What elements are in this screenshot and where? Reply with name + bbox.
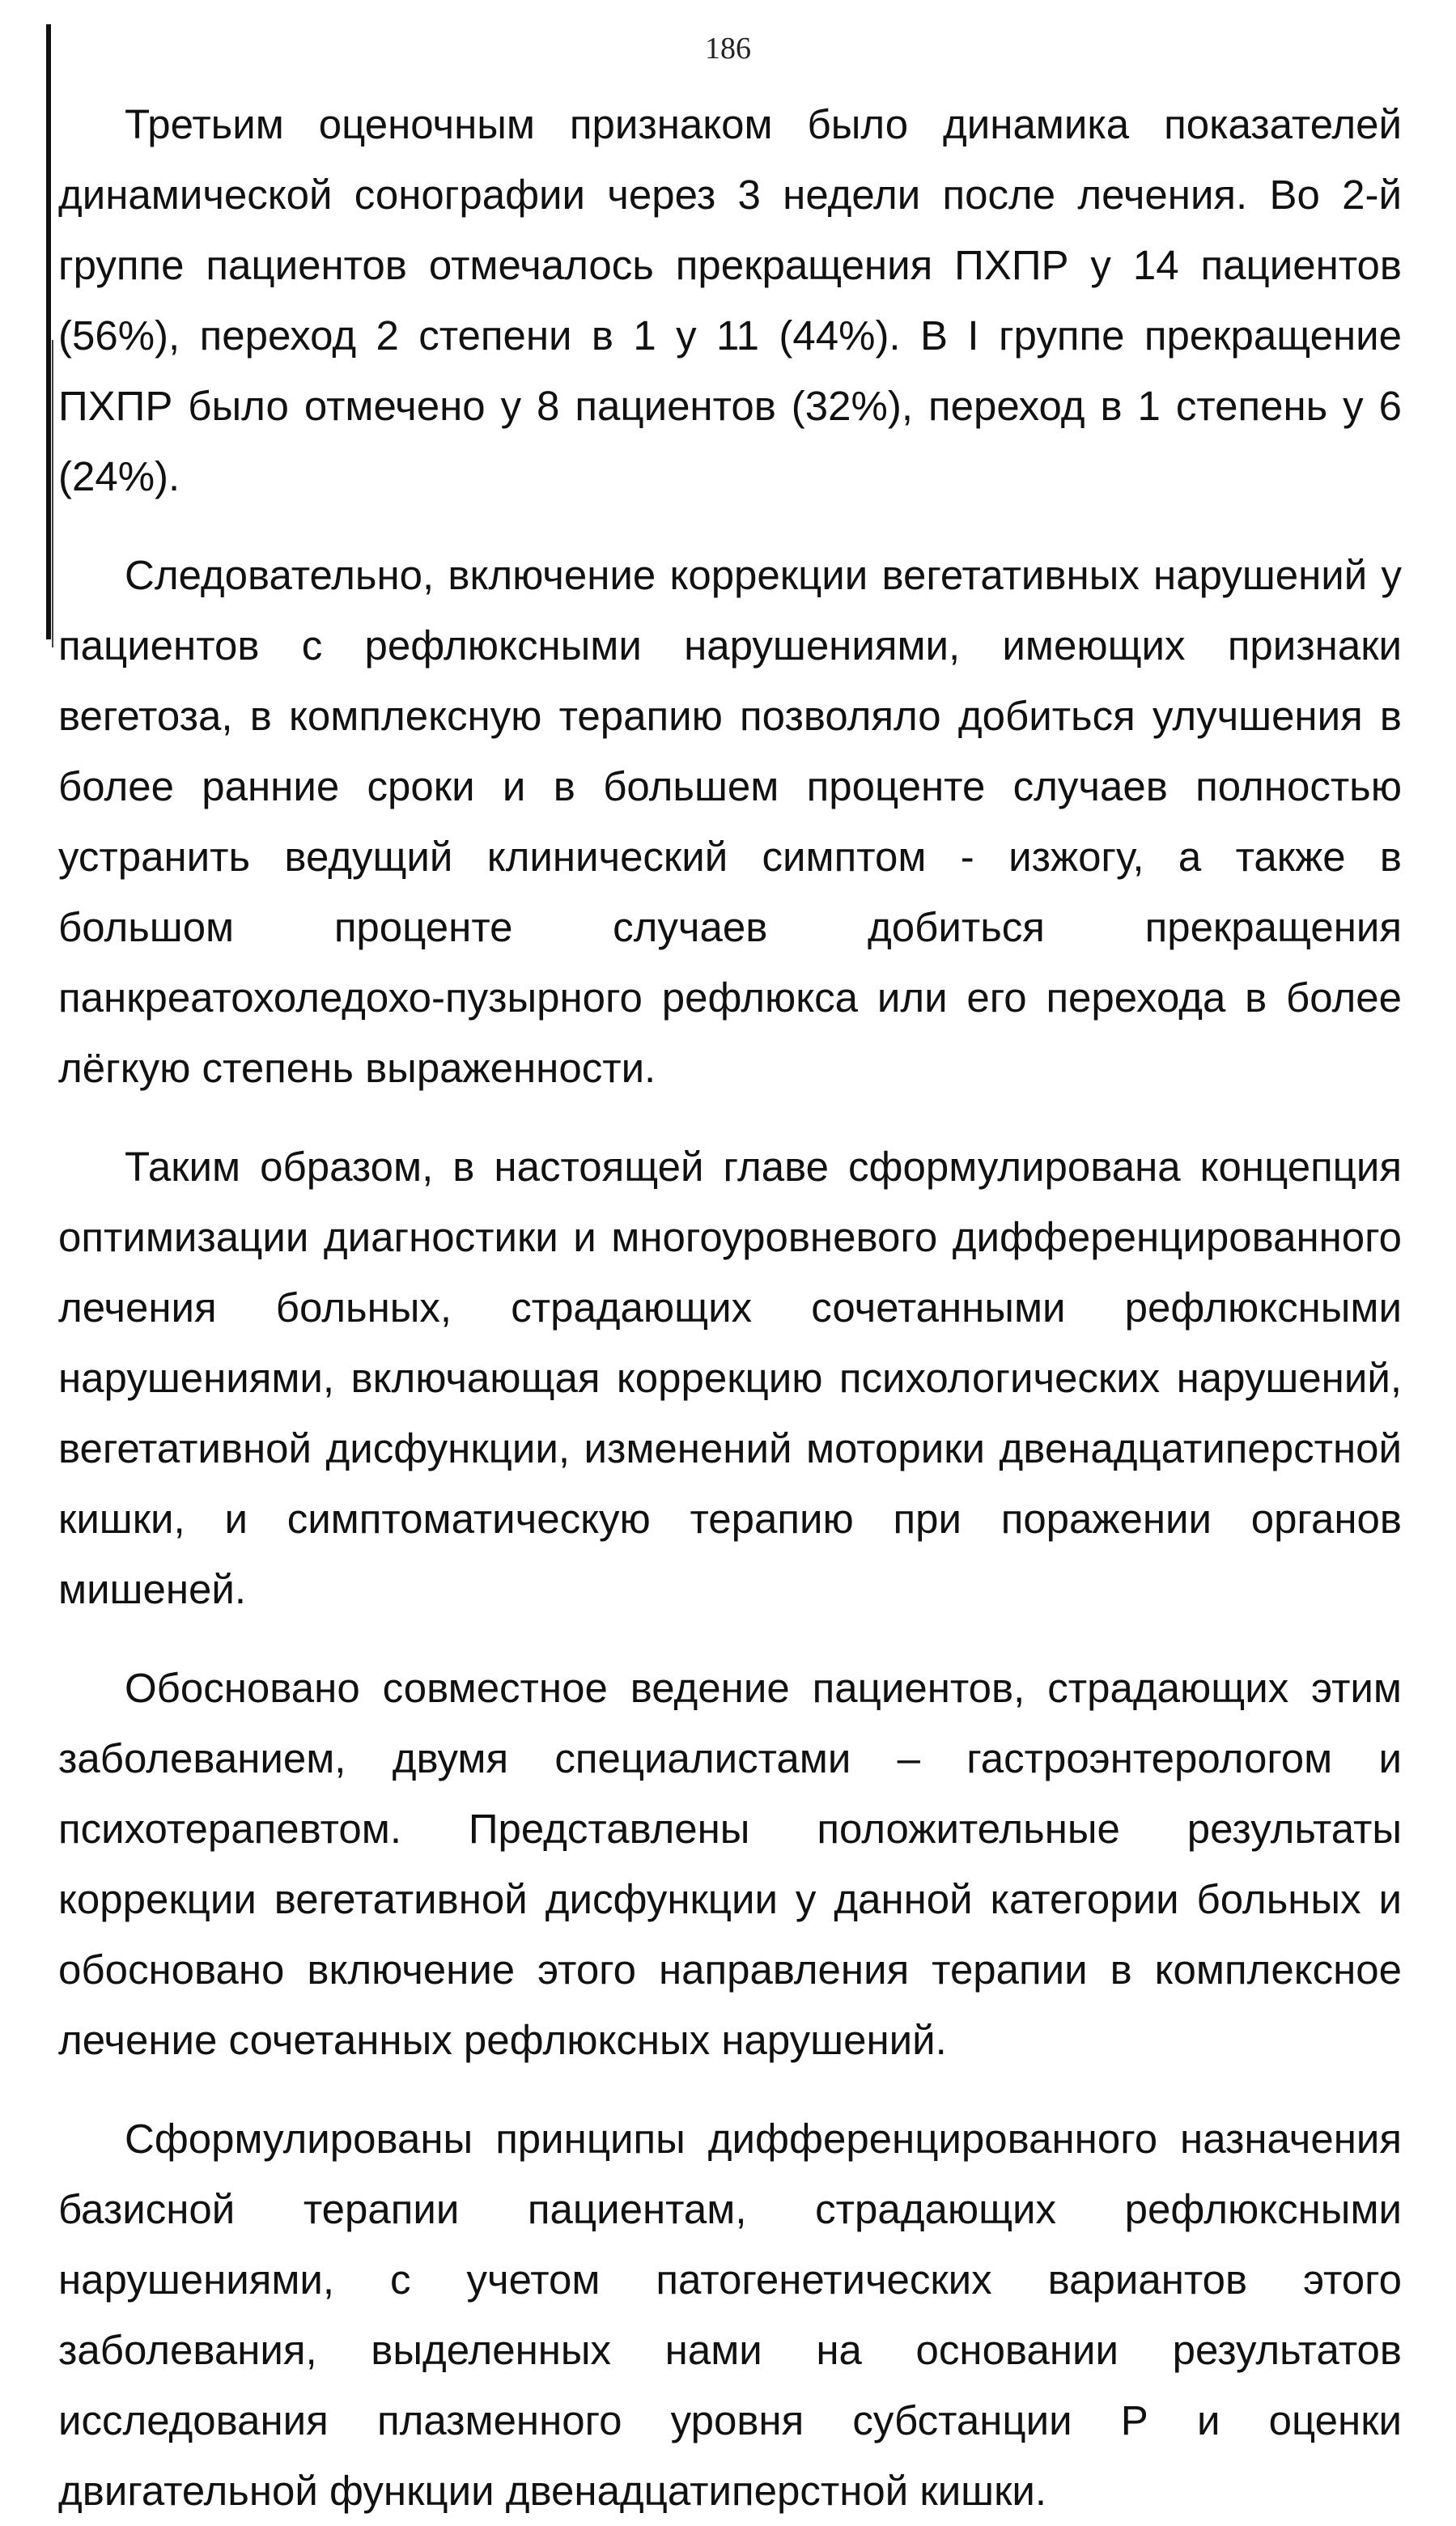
page-number: 186 [705,32,751,66]
document-body [58,89,1402,2526]
paragraph-conclusion-vegetative-correction: Следовательно, включение коррекции вегетативных нарушений у пациентов с рефлюксными нарушениями, имеющих признаки вегетоза, в комплексную терапию позволяло добиться улучшения в более ранние сроки и в большем проценте случаев полностью устранить ведущий клинический симптом - изжогу, а также в большом проценте случаев добиться прекращения панкреатохоледохо-пузырного рефлюкса или его перехода в более лёгкую степень выраженности. [58,552,1402,1091]
paragraph-therapy-principles: Сформулированы принципы дифференцированного назначения базисной терапии пациентам, страдающих рефлюксными нарушениями, с учетом патогенетических вариантов этого заболевания, выделенных нами на основании результатов исследования плазменного уровня субстанции Р и оценки двигательной функции двенадцатиперстной кишки. [58,2116,1402,2514]
paragraph-chapter-concept: Таким образом, в настоящей главе сформулирована концепция оптимизации диагностики и многоуровневого дифференцированного лечения больных, страдающих сочетанными рефлюксными нарушениями, включающая коррекцию психологических нарушений, вегетативной дисфункции, изменений моторики двенадцатиперстной кишки, и симптоматическую терапию при поражении органов мишеней. [58,1144,1402,1612]
scan-margin-line-thin [52,340,53,647]
paragraph-sonography-results: Третьим оценочным признаком было динамика показателей динамической сонографии через 3 недели после лечения. Во 2-й группе пациентов отмечалось прекращения ПХПР у 14 пациентов (56%), переход 2 степени в 1 у 11 (44%). В I группе прекращение ПХПР было отмечено у 8 пациентов (32%), переход в 1 степень у 6 (24%). [58,101,1402,499]
scan-margin-line [46,24,51,639]
paragraph-joint-management: Обосновано совместное ведение пациентов, страдающих этим заболеванием, двумя специалистами – гастроэнтерологом и психотерапевтом. Представлены положительные результаты коррекции вегетативной дисфункции у данной категории больных и обосновано включение этого направления терапии в комплексное лечение сочетанных рефлюксных нарушений. [58,1665,1402,2063]
